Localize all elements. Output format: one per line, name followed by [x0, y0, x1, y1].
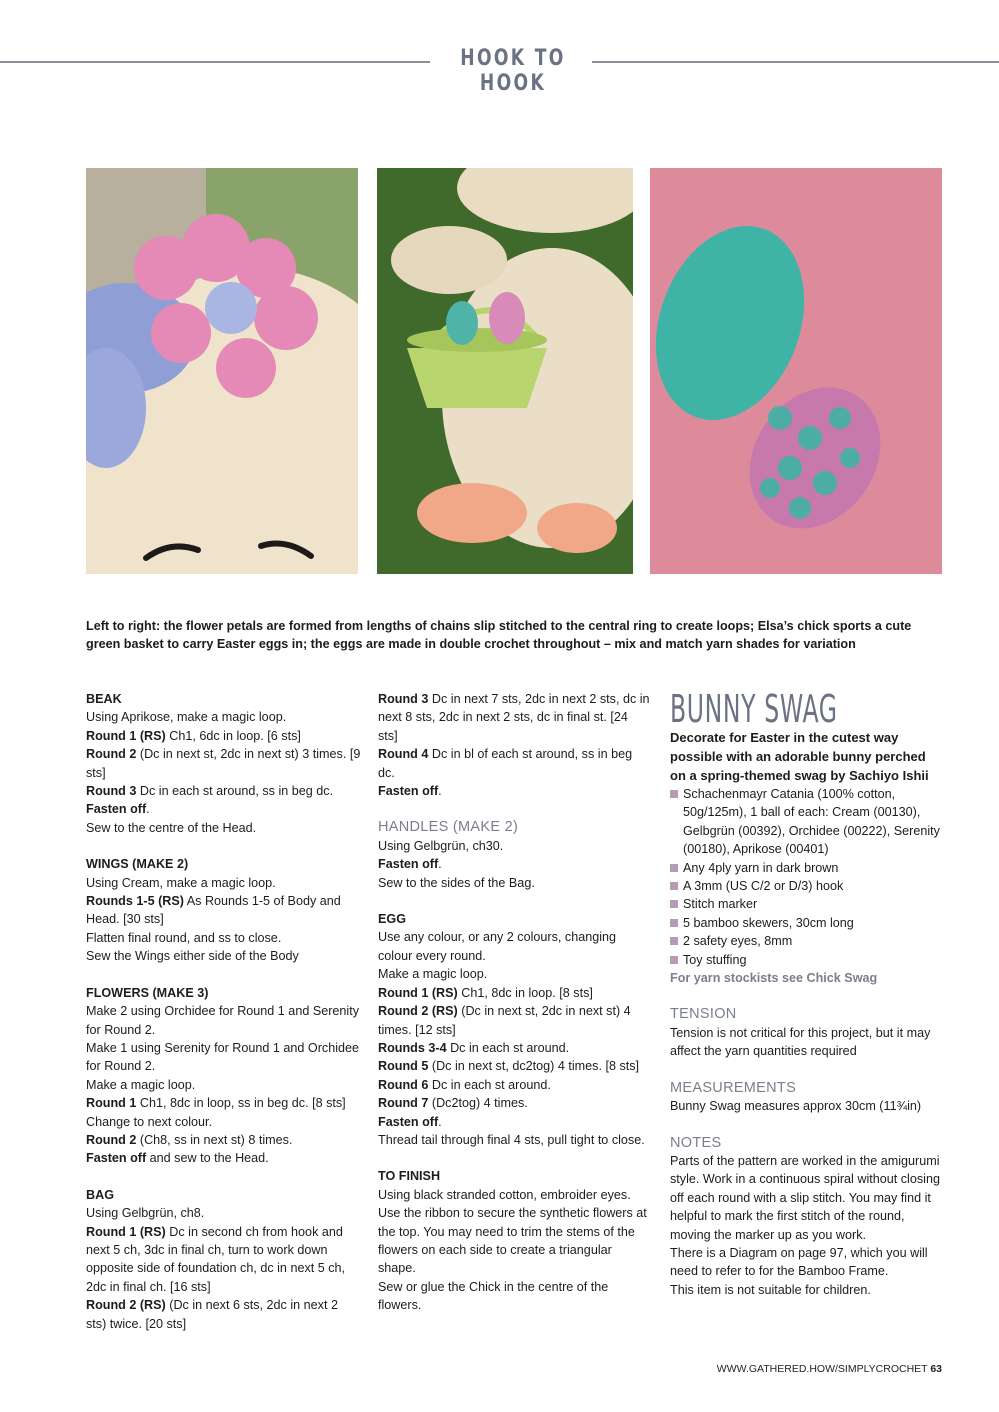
egg-line: Make a magic loop. [378, 967, 488, 982]
egg-round-6: Round 6 Dc in each st around. [378, 1077, 551, 1092]
flowers-fasten-off: Fasten off and sew to the Head. [86, 1151, 269, 1166]
notes-heading: NOTES [670, 1134, 722, 1151]
header-rule-right [592, 61, 999, 63]
handles-fasten-off: Fasten off. [378, 857, 442, 872]
notes-text: There is a Diagram on page 97, which you will need to refer to for the Bamboo Frame. [670, 1245, 928, 1279]
materials-item: A 3mm (US C/2 or D/3) hook [670, 877, 942, 895]
wings-rounds: Rounds 1-5 (RS) As Rounds 1-5 of Body and Head. [30 sts] [86, 894, 341, 927]
notes-text: This item is not suitable for children. [670, 1282, 871, 1297]
bunny-swag-title: BUNNY SWAG [670, 687, 838, 731]
bag-round-1: Round 1 (RS) Dc in second ch from hook and next 5 ch, 3dc in final ch, turn to work down opposite side of foundation ch, dc in next 5 ch, 2dc in final ch. [16 sts] [86, 1224, 346, 1294]
bag-fasten-off: Fasten off. [378, 784, 442, 799]
tension-text: Tension is not critical for this project, but it may affect the yarn quantities required [670, 1025, 931, 1059]
materials-item: Toy stuffing [670, 951, 942, 969]
handles-line: Sew to the sides of the Bag. [378, 875, 535, 890]
flowers-line: Make 1 using Serenity for Round 1 and Orchidee for Round 2. [86, 1040, 360, 1074]
bag-round-2: Round 2 (RS) (Dc in next 6 sts, 2dc in next 2 sts) twice. [20 sts] [86, 1298, 338, 1331]
photo-chick-basket [377, 168, 633, 574]
measurements-text: Bunny Swag measures approx 30cm (11¾in) [670, 1099, 922, 1114]
beak-round-1: Round 1 (RS) Ch1, 6dc in loop. [6 sts] [86, 728, 301, 743]
beak-round-2: Round 2 (Dc in next st, 2dc in next st) 3 times. [9 sts] [86, 747, 361, 780]
photo-crochet-eggs [650, 168, 942, 574]
flowers-line: Make 2 using Orchidee for Round 1 and Serenity for Round 2. [86, 1004, 360, 1037]
bunny-intro: Decorate for Easter in the cutest way possible with an adorable bunny perched on a spring-themed swag by Sachiyo Ishii [670, 730, 929, 783]
finish-line: Using black stranded cotton, embroider eyes. [378, 1187, 631, 1202]
beak-sew: Sew to the centre of the Head. [86, 820, 257, 835]
egg-rounds-3-4: Rounds 3-4 Dc in each st around. [378, 1040, 570, 1055]
page-footer [700, 1363, 942, 1375]
finish-line: Use the ribbon to secure the synthetic flowers at the top. You may need to trim the stems of the flowers on each side to create a triangular shape. [378, 1206, 647, 1276]
egg-fasten-off: Fasten off. [378, 1114, 442, 1129]
egg-round-2: Round 2 (RS) (Dc in next st, 2dc in next st) 4 times. [12 sts] [378, 1004, 631, 1037]
section-title: HOOK TO HOOK [460, 46, 566, 96]
bag-heading: BAG [86, 1187, 114, 1202]
handles-heading: HANDLES (MAKE 2) [378, 819, 519, 836]
flowers-round-1: Round 1 Ch1, 8dc in loop, ss in beg dc. [8 sts] [86, 1096, 346, 1111]
bag-line: Using Gelbgrün, ch8. [86, 1206, 205, 1221]
stockists-note: For yarn stockists see Chick Swag [670, 971, 878, 986]
beak-heading: BEAK [86, 692, 122, 706]
footer-url: WWW.GATHERED.HOW/SIMPLYCROCHET [716, 1363, 931, 1375]
beak-round-3: Round 3 Dc in each st around, ss in beg dc. [86, 784, 334, 799]
flowers-line: Make a magic loop. [86, 1077, 196, 1092]
wings-line: Sew the Wings either side of the Body [86, 949, 299, 964]
beak-fasten-off: Fasten off. [86, 802, 150, 817]
finish-line: Sew or glue the Chick in the centre of the flowers. [378, 1279, 609, 1313]
materials-list [670, 785, 942, 969]
materials-item: 2 safety eyes, 8mm [670, 932, 942, 950]
page-header [0, 46, 999, 96]
header-rule-left [0, 61, 430, 63]
photo-flower-chick [86, 168, 358, 574]
egg-line: Use any colour, or any 2 colours, changing colour every round. [378, 930, 617, 963]
column-3 [670, 688, 942, 1299]
flowers-line: Change to next colour. [86, 1114, 213, 1129]
bag-round-4: Round 4 Dc in bl of each st around, ss in beg dc. [378, 747, 633, 780]
materials-item: Schachenmayr Catania (100% cotton, 50g/125m), 1 ball of each: Cream (00130), Gelbgrün (00392), Orchidee (00222), Serenity (00180), Aprikose (00401) [670, 785, 942, 859]
finish-heading: TO FINISH [378, 1169, 441, 1184]
wings-line: Flatten final round, and ss to close. [86, 930, 282, 945]
egg-line: Thread tail through final 4 sts, pull tight to close. [378, 1132, 645, 1147]
measurements-heading: MEASUREMENTS [670, 1079, 797, 1096]
beak-line: Using Aprikose, make a magic loop. [86, 710, 287, 725]
wings-heading: WINGS (MAKE 2) [86, 857, 189, 872]
egg-round-5: Round 5 (Dc in next st, dc2tog) 4 times. [8 sts] [378, 1059, 640, 1074]
column-1 [86, 690, 361, 1333]
flowers-round-2: Round 2 (Ch8, ss in next st) 8 times. [86, 1132, 293, 1147]
handles-line: Using Gelbgrün, ch30. [378, 838, 504, 853]
column-2 [378, 690, 650, 1315]
photo-caption: Left to right: the flower petals are formed from lengths of chains slip stitched to the central ring to create loops; Elsa’s chick sports a cute green basket to carry Easter eggs in; the eggs are made in double crochet throughout – mix and match yarn shades for variation [86, 619, 912, 651]
egg-round-1: Round 1 (RS) Ch1, 8dc in loop. [8 sts] [378, 985, 593, 1000]
materials-item: Any 4ply yarn in dark brown [670, 859, 942, 877]
notes-text: Parts of the pattern are worked in the amigurumi style. Work in a continuous spiral without closing off each round with a slip stitch. You may find it helpful to mark the first stitch of the round, moving the marker up as you work. [670, 1153, 940, 1242]
bag-round-3: Round 3 Dc in next 7 sts, 2dc in next 2 sts, dc in next 8 sts, 2dc in next 2 sts, dc in final st. [24 sts] [378, 692, 650, 743]
materials-item: 5 bamboo skewers, 30cm long [670, 914, 942, 932]
egg-round-7: Round 7 (Dc2tog) 4 times. [378, 1096, 528, 1111]
page-number: 63 [930, 1363, 942, 1375]
wings-line: Using Cream, make a magic loop. [86, 875, 276, 890]
egg-heading: EGG [378, 912, 406, 927]
materials-item: Stitch marker [670, 895, 942, 913]
tension-heading: TENSION [670, 1006, 737, 1023]
flowers-heading: FLOWERS (MAKE 3) [86, 985, 209, 1000]
